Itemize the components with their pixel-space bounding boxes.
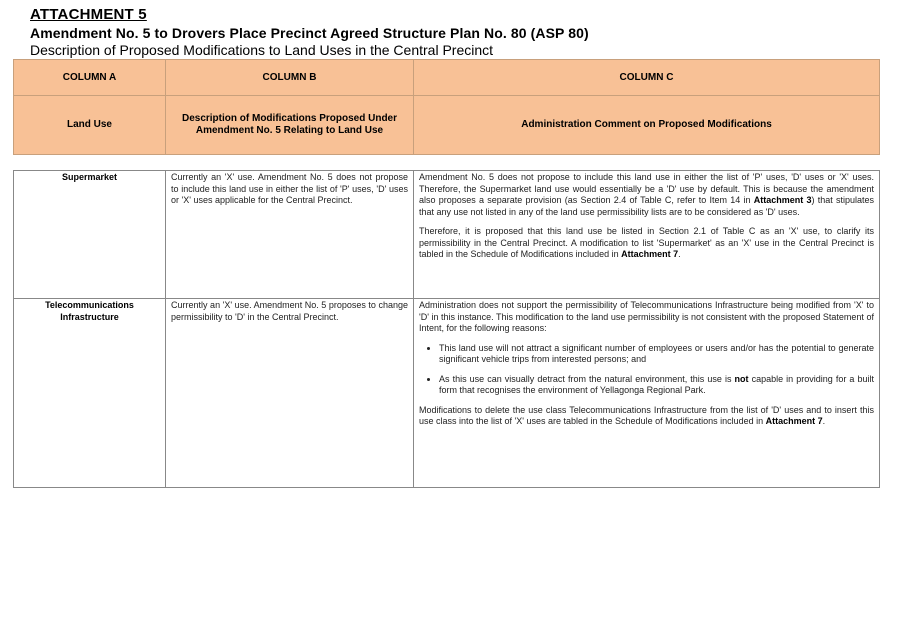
comment-paragraph <box>419 226 874 261</box>
list-item <box>439 374 874 397</box>
table-row <box>14 299 880 488</box>
document-title: Amendment No. 5 to Drovers Place Precinct Agreed Structure Plan No. 80 (ASP 80) <box>30 25 589 41</box>
list-item: • This land use will not attract a significant number of employees or users and/or has the potential to generate significant vehicle trips from interested persons; and <box>439 343 874 366</box>
land-use-cell: Supermarket <box>14 171 166 299</box>
description-header: Description of Modifications Proposed Under Amendment No. 5 Relating to Land Use <box>166 96 414 155</box>
comment-cell <box>414 299 880 488</box>
comment-text: Amendment No. 5 does not propose to include this land use in either the list of 'P' uses, 'D' uses or 'X' uses. Therefore, the Supermarket land use would essentially be a 'D' use by default. This is because the amendment also proposes a separate provision (as Section 2.4 of Table C, refer to Item 14 in <box>419 172 874 205</box>
comment-text: . <box>678 249 681 259</box>
comment-paragraph: Administration does not support the permissibility of Telecommunications Infrastructure being modified from 'X' to 'D' in this instance. This modification to the land use permissibility is not consistent with the proposed Statement of Intent, for the following reasons: <box>419 300 874 333</box>
document-heading <box>30 6 589 59</box>
column-a-header: COLUMN A <box>14 60 166 96</box>
description-cell: Currently an 'X' use. Amendment No. 5 does not propose to include this land use in either the list of 'P' uses, 'D' uses or 'X' uses applicable for the Central Precinct. <box>166 171 414 299</box>
attachment-reference: Attachment 7 <box>621 249 679 259</box>
comment-paragraph <box>419 172 874 218</box>
attachment-label: ATTACHMENT 5 <box>30 6 147 23</box>
document-subtitle: Description of Proposed Modifications to Land Uses in the Central Precinct <box>30 42 494 58</box>
table-row <box>14 171 880 299</box>
comment-paragraph <box>419 405 874 428</box>
description-cell: Currently an 'X' use. Amendment No. 5 proposes to change permissibility to 'D' in the Central Precinct. <box>166 299 414 488</box>
comment-text: As this use can visually detract from the natural environment, this use is <box>439 373 735 384</box>
comment-text: capable in providing for a built form that recognises the environment of Yellagonga Regional Park. <box>439 373 874 395</box>
column-b-header: COLUMN B <box>166 60 414 96</box>
land-use-table <box>13 170 880 488</box>
attachment-reference: Attachment 7 <box>765 416 823 426</box>
table-header <box>13 59 880 155</box>
attachment-reference: Attachment 3 <box>753 195 812 205</box>
comment-text: Modifications to delete the use class Telecommunications Infrastructure from the list of 'D' uses and to insert this use class into the list of 'X' uses are tabled in the Schedule of Modifications included in <box>419 404 874 426</box>
comment-header: Administration Comment on Proposed Modifications <box>414 96 880 155</box>
emphasis-text: not <box>734 373 749 384</box>
reasons-list <box>419 343 874 397</box>
column-c-header: COLUMN C <box>414 60 880 96</box>
land-use-cell: Telecommunications Infrastructure <box>14 299 166 488</box>
comment-cell <box>414 171 880 299</box>
comment-text: . <box>822 416 826 426</box>
land-use-header: Land Use <box>14 96 166 155</box>
comment-text: Therefore, it is proposed that this land use be listed in Section 2.1 of Table C as an 'X' use, to clarify its permissibility in the Central Precinct. A modification to list 'Supermarket' as an 'X' use in the Central Precinct is tabled in the Schedule of Modifications included in <box>419 226 874 259</box>
comment-text: ) that stipulates that any use not listed in any of the land use permissibility lists are to be considered as 'D' uses. <box>419 195 874 217</box>
